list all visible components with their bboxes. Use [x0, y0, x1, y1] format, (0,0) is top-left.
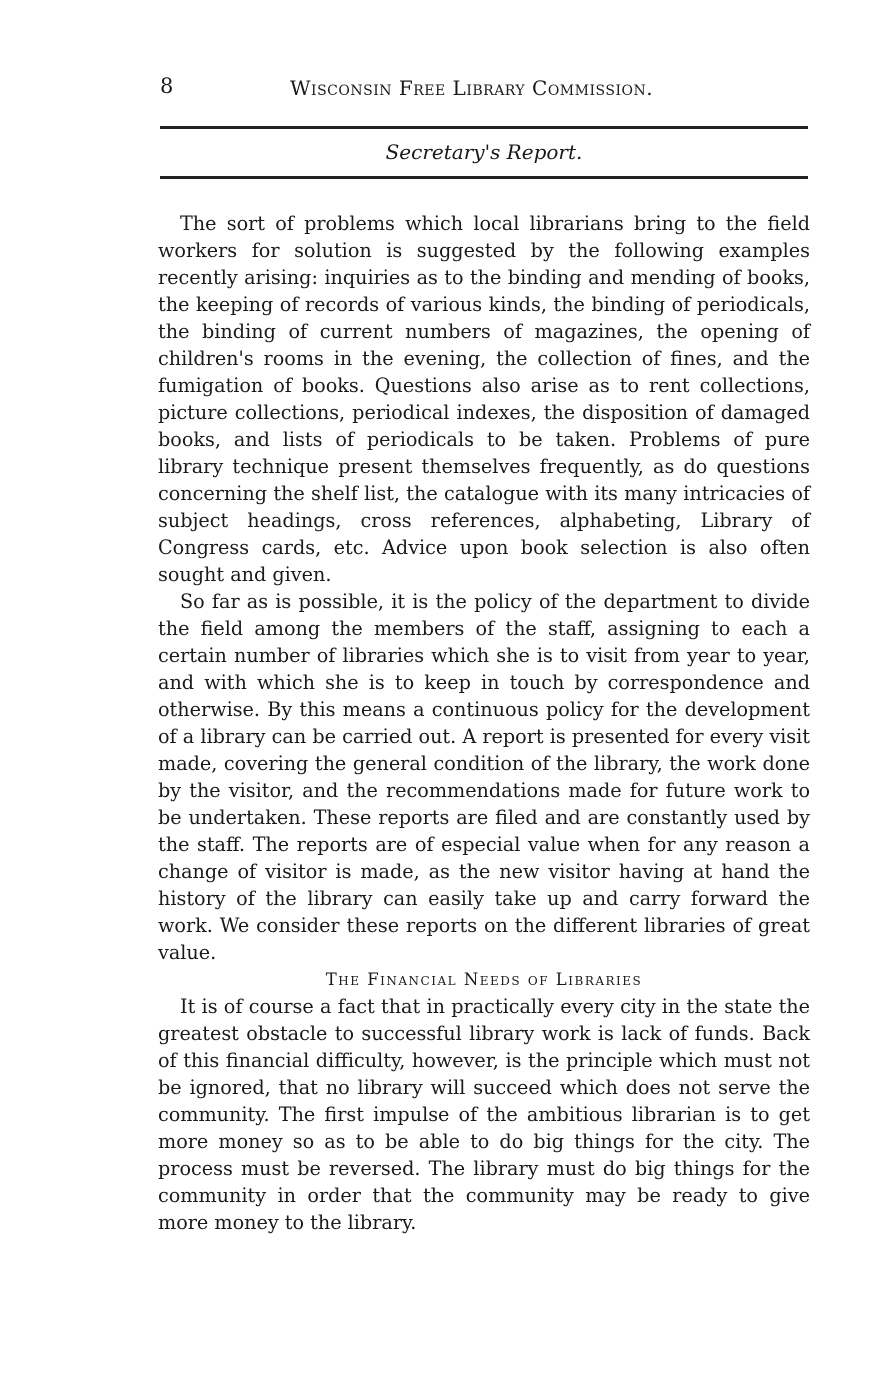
- paragraph: It is of course a fact that in practically every city in the state the greatest obstacle to successful library work is lack of funds. Back of this financial difficulty, however, is the principle which must not be ignored, that no library will succeed which does not serve the community. The first impulse of the ambitious librarian is to get more money so as to be able to do big things for the city. The process must be reversed. The library must do big things for the community in order that the community may be ready to give more money to the library.: [158, 995, 810, 1234]
- page-number: 8: [160, 74, 174, 98]
- running-title: Wisconsin Free Library Commission.: [290, 76, 654, 100]
- section-title: Secretary's Report.: [385, 140, 583, 164]
- header-rule-top: [160, 126, 808, 129]
- header-rule-bottom: [160, 176, 808, 179]
- paragraph: The sort of problems which local librarians bring to the field workers for solution is suggested by the following examples recently arising: inquiries as to the binding and mending of books, the keeping of records of various kinds, the binding of periodicals, the binding of current numbers of magazines, the opening of children's rooms in the evening, the collection of fines, and the fumigation of books. Questions also arise as to rent collections, picture collections, periodical indexes, the disposition of damaged books, and lists of periodicals to be taken. Problems of pure library technique present themselves frequently, as do questions concerning the shelf list, the catalogue with its many intricacies of subject headings, cross references, alphabeting, Library of Congress cards, etc. Advice upon book selection is also often sought and given.: [158, 212, 810, 586]
- body-text: [158, 210, 810, 1236]
- subheading: The Financial Needs of Libraries: [325, 970, 643, 989]
- paragraph: So far as is possible, it is the policy of the department to divide the field among the members of the staff, assigning to each a certain number of libraries which she is to visit from year to year, and with which she is to keep in touch by correspondence and otherwise. By this means a continuous policy for the development of a library can be carried out. A report is presented for every visit made, covering the general condition of the library, the work done by the visitor, and the recommendations made for future work to be undertaken. These reports are filed and are constantly used by the staff. The reports are of especial value when for any reason a change of visitor is made, as the new visitor having at hand the history of the library can easily take up and carry forward the work. We consider these reports on the different libraries of great value.: [158, 590, 810, 964]
